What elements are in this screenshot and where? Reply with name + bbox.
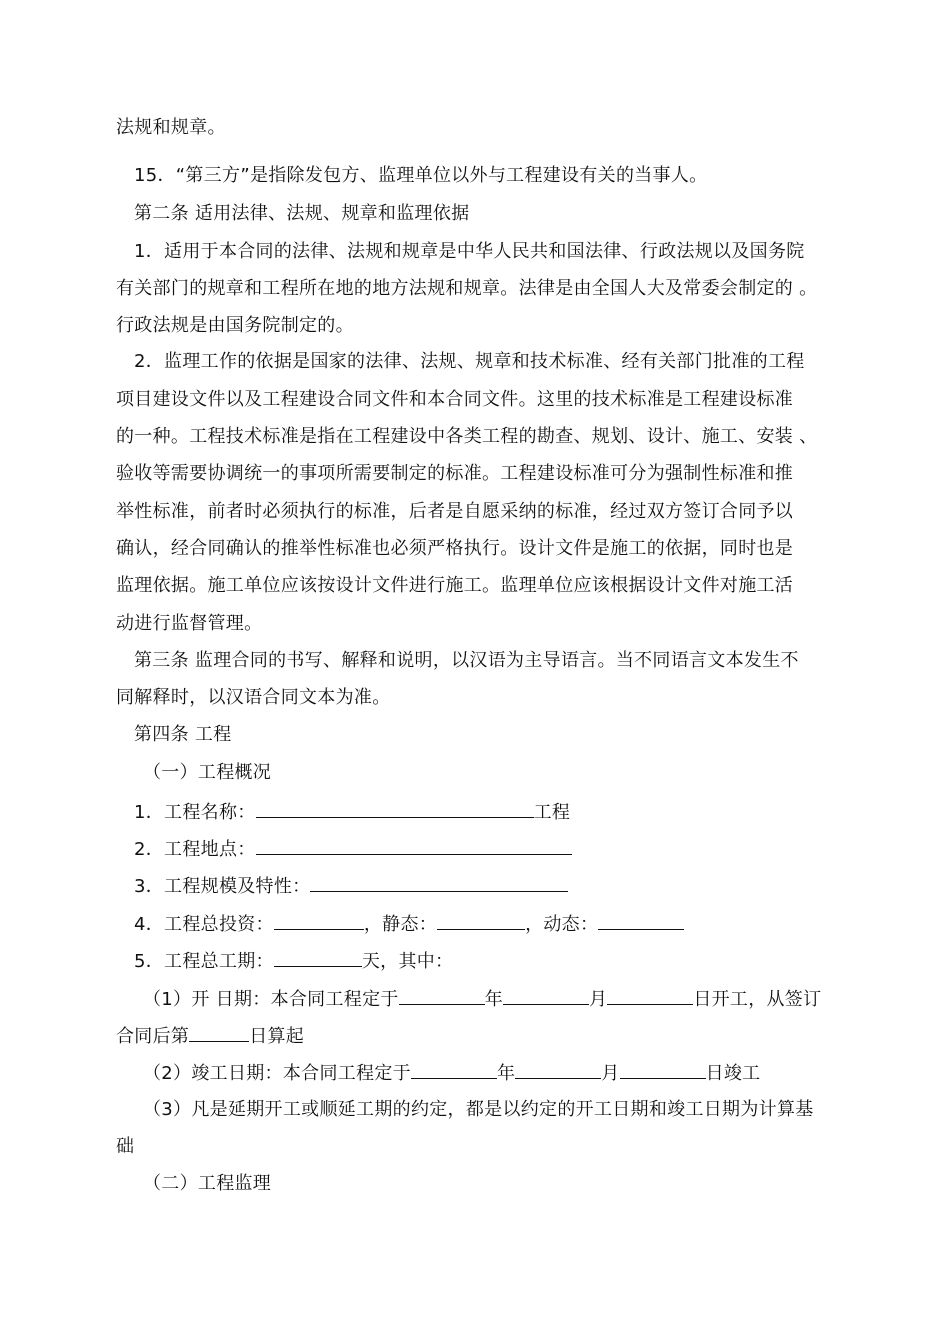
start-date-row-2 [116,1023,304,1049]
period-days-blank[interactable] [274,948,362,967]
project-scale-blank[interactable] [310,873,568,892]
project-location-label: 2．工程地点： [134,839,256,860]
article-3: 第三条 监理合同的书写、解释和说明，以汉语为主导语言。当不同语言文本发生不 [134,650,799,671]
dynamic-label: ，动态： [525,914,599,935]
note-line: （3）凡是延期开工或顺延工期的约定，都是以约定的开工日期和竣工日期为计算基 [143,1099,814,1120]
month-label: 月 [589,989,608,1010]
start-month-blank[interactable] [503,986,589,1005]
start-date-row [143,986,821,1012]
note-line: 础 [116,1136,135,1157]
static-label: ，静态： [363,914,438,935]
project-investment-row [134,911,684,937]
end-day-blank[interactable] [620,1060,706,1079]
section-1-heading: （一）工程概况 [143,762,272,783]
start-line2-prefix: 合同后第 [116,1026,190,1047]
year-label: 年 [496,1063,516,1084]
investment-dynamic-blank[interactable] [598,911,684,930]
text-line: 有关部门的规章和工程所在地的地方法规和规章。法律是由全国人大及常委会制定的 。 [116,278,818,299]
project-scale-label: 3．工程规模及特性： [134,876,311,897]
start-year-blank[interactable] [399,986,485,1005]
start-line2-suffix: 日算起 [249,1026,305,1047]
year-label: 年 [484,989,503,1010]
text-line: 1．适用于本合同的法律、法规和规章是中华人民共和国法律、行政法规以及国务院 [134,241,805,262]
text-line: 同解释时，以汉语合同文本为准。 [116,687,391,708]
investment-total-blank[interactable] [274,911,364,930]
investment-label: 4．工程总投资： [134,914,274,935]
clause-15: 15．“第三方”是指除发包方、监理单位以外与工程建设有关的当事人。 [134,165,708,186]
start-day-blank[interactable] [607,986,693,1005]
project-name-row [134,799,570,825]
section-2-heading: （二）工程监理 [143,1173,272,1194]
text-line: 的一种。工程技术标准是指在工程建设中各类工程的勘查、规划、设计、施工、安装 、 [116,426,818,447]
text-line: 项目建设文件以及工程建设合同文件和本合同文件。这里的技术标准是工程建设标准 [116,389,794,410]
text-line: 确认，经合同确认的推举性标准也必须严格执行。设计文件是施工的依据，同时也是 [116,538,794,559]
project-name-label: 1．工程名称： [134,802,256,823]
end-date-row [143,1060,760,1086]
text-line: 2．监理工作的依据是国家的法律、法规、规章和技术标准、经有关部门批准的工程 [134,351,805,372]
text-line: 动进行监督管理。 [116,613,263,634]
text-line: 行政法规是由国务院制定的。 [116,315,354,336]
project-period-row [134,948,453,974]
end-year-blank[interactable] [411,1060,497,1079]
month-label: 月 [601,1063,620,1084]
project-location-blank[interactable] [256,836,572,855]
project-name-suffix: 工程 [533,802,571,823]
investment-static-blank[interactable] [437,911,525,930]
project-location-row [134,836,572,862]
period-suffix: 天，其中： [361,951,454,972]
project-scale-row [134,873,568,899]
project-name-blank[interactable] [256,799,534,818]
article-2-heading: 第二条 适用法律、法规、规章和监理依据 [134,203,470,224]
text-line: 法规和规章。 [116,117,226,138]
start-days-after-blank[interactable] [189,1023,249,1042]
end-date-suffix: 日竣工 [705,1063,761,1084]
text-line: 监理依据。施工单位应该按设计文件进行施工。监理单位应该根据设计文件对施工活 [116,575,794,596]
period-label: 5．工程总工期： [134,951,274,972]
start-date-label: （1）开 日期：本合同工程定于 [143,989,399,1010]
end-date-label: （2）竣工日期：本合同工程定于 [143,1063,411,1084]
article-4-heading: 第四条 工程 [134,724,232,745]
text-line: 举性标准，前者时必须执行的标准，后者是自愿采纳的标准，经过双方签订合同予以 [116,501,794,522]
text-line: 验收等需要协调统一的事项所需要制定的标准。工程建设标准可分为强制性标准和推 [116,463,794,484]
end-month-blank[interactable] [515,1060,601,1079]
start-date-suffix: 日开工，从签订 [693,989,822,1010]
